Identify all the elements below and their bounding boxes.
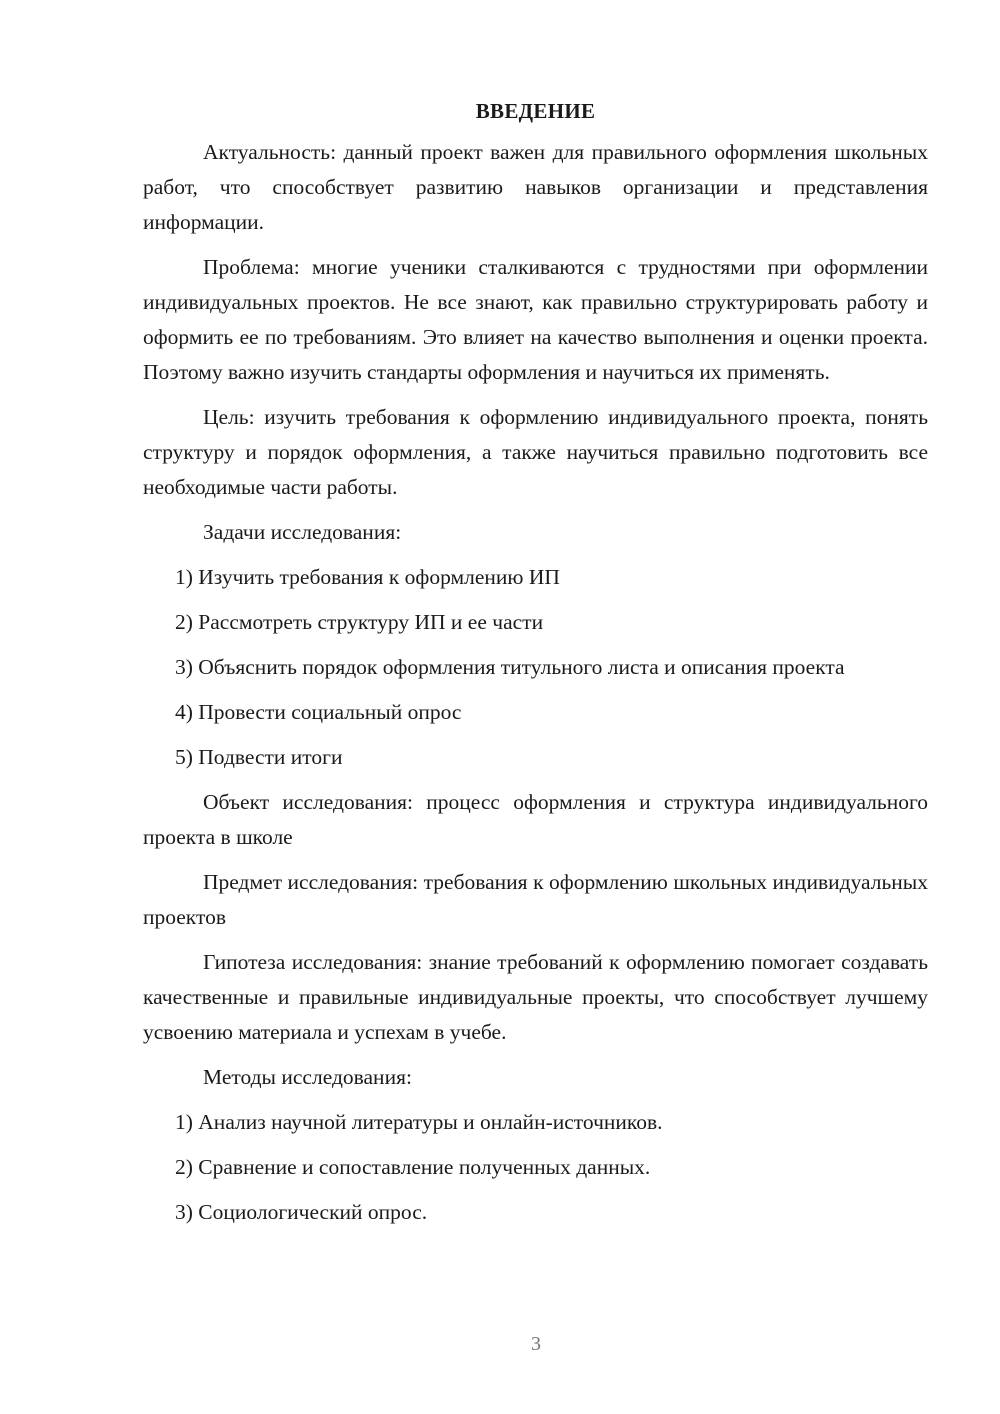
method-item: 2) Сравнение и сопоставление полученных данных. xyxy=(175,1155,651,1179)
object-paragraph: Объект исследования: процесс оформления и структура индивидуального проекта в школе xyxy=(143,790,928,849)
problem-paragraph: Проблема: многие ученики сталкиваются с трудностями при оформлении индивидуальных проектов. Не все знают, как правильно структурировать работу и оформить ее по требованиям. Это влияет на качество выполнения и оценки проекта. Поэтому важно изучить стандарты оформления и научиться их применять. xyxy=(143,255,928,384)
subject-paragraph: Предмет исследования: требования к оформлению школьных индивидуальных проектов xyxy=(143,870,928,929)
page-title: ВВЕДЕНИЕ xyxy=(475,99,596,123)
task-item: 5) Подвести итоги xyxy=(175,745,343,769)
task-item: 3) Объяснить порядок оформления титульного листа и описания проекта xyxy=(175,655,845,679)
relevance-paragraph: Актуальность: данный проект важен для правильного оформления школьных работ, что способствует развитию навыков организации и представления информации. xyxy=(143,140,928,234)
method-item: 3) Социологический опрос. xyxy=(175,1200,428,1224)
task-item: 2) Рассмотреть структуру ИП и ее части xyxy=(175,610,544,634)
task-item: 4) Провести социальный опрос xyxy=(175,700,462,724)
method-item: 1) Анализ научной литературы и онлайн-источников. xyxy=(175,1110,663,1134)
tasks-heading: Задачи исследования: xyxy=(203,520,402,544)
task-item: 1) Изучить требования к оформлению ИП xyxy=(175,565,560,589)
hypothesis-paragraph: Гипотеза исследования: знание требований к оформлению помогает создавать качественные и правильные индивидуальные проекты, что способствует лучшему усвоению материала и успехам в учебе. xyxy=(143,950,928,1044)
goal-paragraph: Цель: изучить требования к оформлению индивидуального проекта, понять структуру и порядок оформления, а также научиться правильно подготовить все необходимые части работы. xyxy=(143,405,928,499)
page-number: 3 xyxy=(531,1333,541,1355)
methods-heading: Методы исследования: xyxy=(203,1065,412,1089)
document-page xyxy=(143,96,928,1240)
